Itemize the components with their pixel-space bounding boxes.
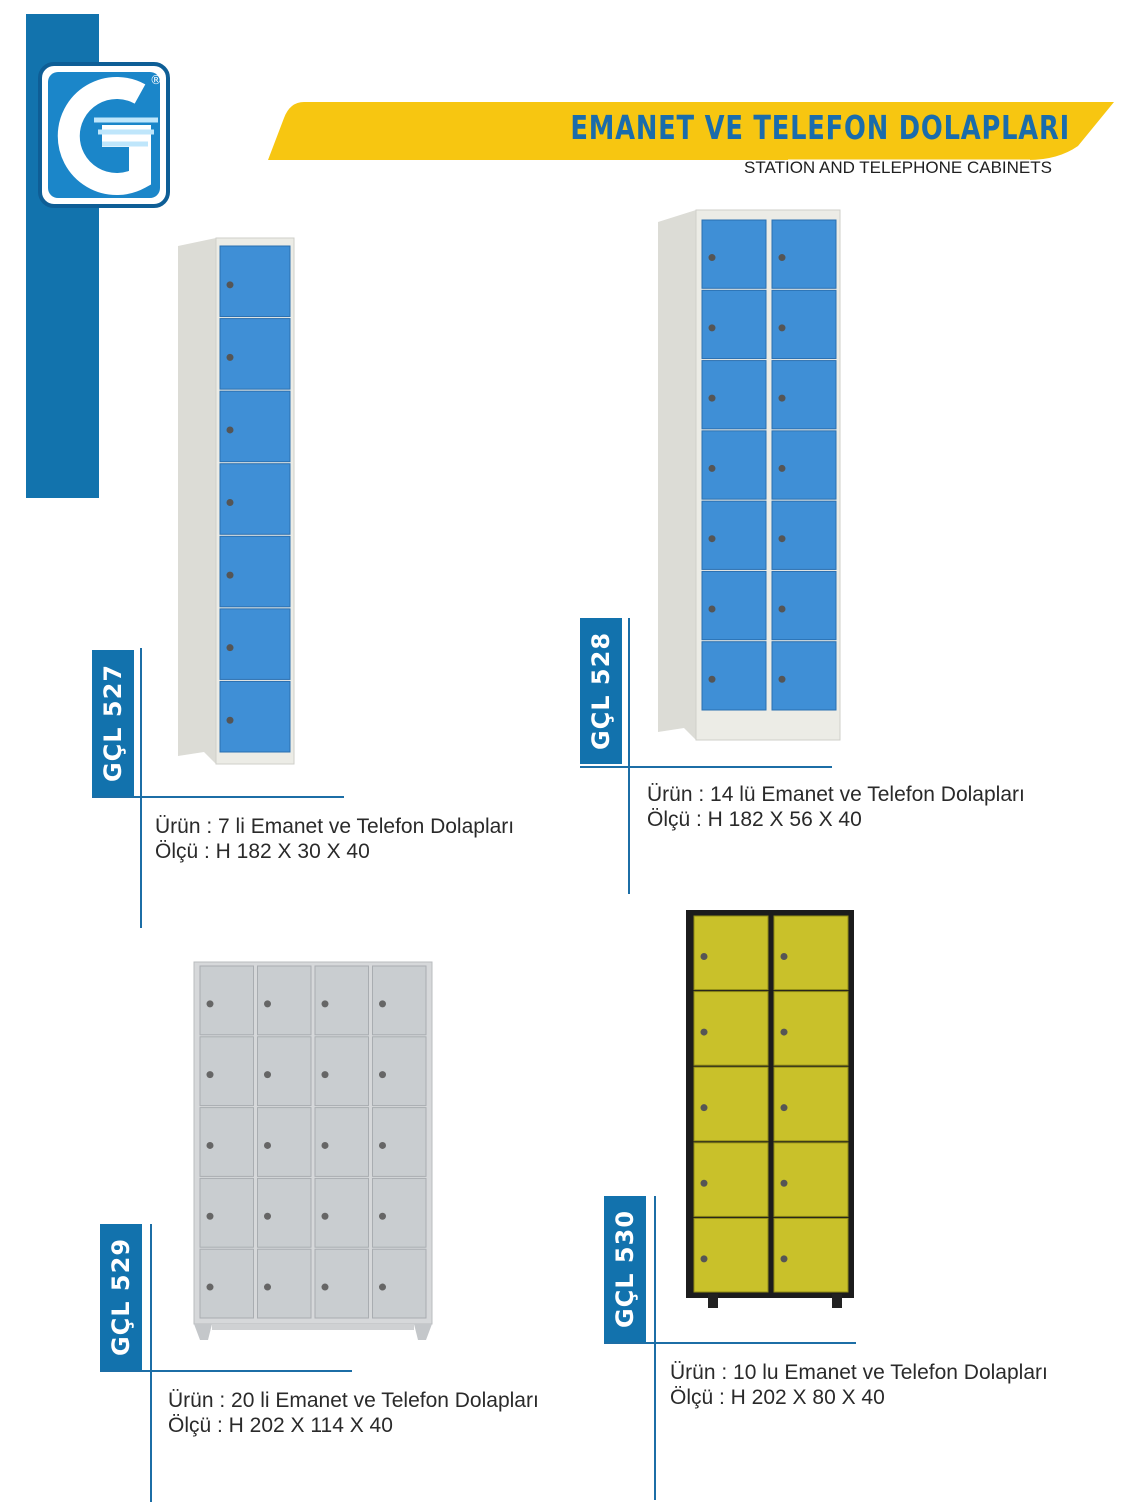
product-code-badge-3 (100, 1224, 142, 1370)
svg-text:®: ® (150, 73, 162, 87)
locker-door (220, 464, 290, 535)
product-4-urun: Ürün : 10 lu Emanet ve Telefon Dolapları (670, 1361, 1048, 1384)
lock-icon (779, 465, 786, 472)
product-image-gcl-528 (656, 208, 842, 742)
locker-door (373, 966, 427, 1035)
lock-icon (709, 535, 716, 542)
lock-icon (701, 1104, 708, 1111)
locker-door (220, 681, 290, 752)
product-info-1 (155, 814, 514, 864)
lock-icon (779, 535, 786, 542)
lock-icon (379, 1071, 386, 1078)
product-2-vertical-rule (628, 618, 630, 894)
lock-icon (227, 572, 234, 579)
page-title: EMANET VE TELEFON DOLAPLARI (570, 108, 1070, 147)
lock-icon (207, 1000, 214, 1007)
locker-door (774, 1067, 848, 1141)
locker-door (220, 391, 290, 462)
locker-door (694, 992, 768, 1066)
lock-icon (264, 1071, 271, 1078)
lock-icon (701, 1029, 708, 1036)
lock-icon (709, 465, 716, 472)
locker-door (200, 1108, 254, 1177)
locker-door (220, 609, 290, 680)
locker-door (200, 1037, 254, 1106)
locker-door (694, 1143, 768, 1217)
lock-icon (264, 1284, 271, 1291)
lock-icon (779, 605, 786, 612)
product-code-badge-2 (580, 618, 622, 764)
lock-icon (781, 1104, 788, 1111)
locker-door (774, 916, 848, 990)
lock-icon (781, 1255, 788, 1262)
locker-door (373, 1249, 427, 1318)
lock-icon (227, 354, 234, 361)
product-3-urun: Ürün : 20 li Emanet ve Telefon Dolapları (168, 1389, 539, 1412)
product-code-4: GÇL 530 (611, 1209, 639, 1329)
lock-icon (779, 676, 786, 683)
lock-icon (779, 395, 786, 402)
lock-icon (227, 499, 234, 506)
lock-icon (379, 1000, 386, 1007)
locker-door (774, 1218, 848, 1292)
product-3-vertical-rule (150, 1224, 152, 1502)
lock-icon (701, 1180, 708, 1187)
lock-icon (701, 953, 708, 960)
lock-icon (379, 1284, 386, 1291)
lock-icon (264, 1213, 271, 1220)
lock-icon (322, 1142, 329, 1149)
product-4-olcu: Ölçü : H 202 X 80 X 40 (670, 1386, 885, 1409)
product-code-1: GÇL 527 (99, 663, 127, 783)
locker-door (220, 246, 290, 317)
product-info-3 (168, 1388, 539, 1438)
locker-door (315, 1249, 369, 1318)
product-info-2 (647, 782, 1025, 832)
lock-icon (207, 1284, 214, 1291)
product-2-olcu: Ölçü : H 182 X 56 X 40 (647, 808, 862, 831)
product-3-horizontal-rule (100, 1370, 352, 1372)
product-image-gcl-530 (682, 906, 858, 1312)
lock-icon (781, 1029, 788, 1036)
product-code-3: GÇL 529 (107, 1237, 135, 1357)
lock-icon (779, 324, 786, 331)
locker-door (220, 536, 290, 607)
lock-icon (709, 324, 716, 331)
product-image-gcl-529 (190, 958, 436, 1342)
lock-icon (709, 395, 716, 402)
lock-icon (207, 1213, 214, 1220)
lock-icon (781, 1180, 788, 1187)
locker-door (258, 1037, 312, 1106)
lock-icon (227, 717, 234, 724)
lock-icon (322, 1071, 329, 1078)
lock-icon (264, 1000, 271, 1007)
locker-door (315, 966, 369, 1035)
product-code-badge-4 (604, 1196, 646, 1342)
page-subtitle: STATION AND TELEPHONE CABINETS (744, 158, 1052, 177)
locker-door (373, 1178, 427, 1247)
lock-icon (264, 1142, 271, 1149)
locker-door (258, 1178, 312, 1247)
locker-door (774, 992, 848, 1066)
locker-door (774, 1143, 848, 1217)
locker-door (373, 1108, 427, 1177)
locker-door (373, 1037, 427, 1106)
product-1-horizontal-rule (92, 796, 344, 798)
locker-door (694, 1218, 768, 1292)
product-image-gcl-527 (176, 236, 296, 766)
locker-door (200, 1249, 254, 1318)
product-code-2: GÇL 528 (587, 631, 615, 751)
lock-icon (709, 676, 716, 683)
locker-door (258, 1249, 312, 1318)
product-info-4 (670, 1360, 1048, 1410)
product-3-olcu: Ölçü : H 202 X 114 X 40 (168, 1414, 393, 1437)
lock-icon (709, 605, 716, 612)
lock-icon (709, 254, 716, 261)
locker-door (258, 966, 312, 1035)
lock-icon (322, 1284, 329, 1291)
lock-icon (207, 1142, 214, 1149)
locker-door (258, 1108, 312, 1177)
product-2-horizontal-rule (580, 766, 832, 768)
locker-door (694, 1067, 768, 1141)
locker-door (220, 319, 290, 390)
product-1-vertical-rule (140, 648, 142, 928)
product-1-olcu: Ölçü : H 182 X 30 X 40 (155, 840, 370, 863)
product-4-horizontal-rule (604, 1342, 856, 1344)
lock-icon (322, 1000, 329, 1007)
product-2-urun: Ürün : 14 lü Emanet ve Telefon Dolapları (647, 783, 1025, 806)
lock-icon (227, 281, 234, 288)
lock-icon (379, 1213, 386, 1220)
locker-door (315, 1108, 369, 1177)
locker-door (315, 1037, 369, 1106)
lock-icon (701, 1255, 708, 1262)
lock-icon (207, 1071, 214, 1078)
product-1-urun: Ürün : 7 li Emanet ve Telefon Dolapları (155, 815, 515, 838)
locker-door (200, 966, 254, 1035)
locker-door (315, 1178, 369, 1247)
lock-icon (779, 254, 786, 261)
lock-icon (379, 1142, 386, 1149)
product-4-vertical-rule (654, 1196, 656, 1500)
locker-door (200, 1178, 254, 1247)
lock-icon (781, 953, 788, 960)
product-code-badge-1 (92, 650, 134, 796)
lock-icon (227, 644, 234, 651)
lock-icon (322, 1213, 329, 1220)
locker-door (694, 916, 768, 990)
lock-icon (227, 426, 234, 433)
company-logo (36, 60, 174, 210)
